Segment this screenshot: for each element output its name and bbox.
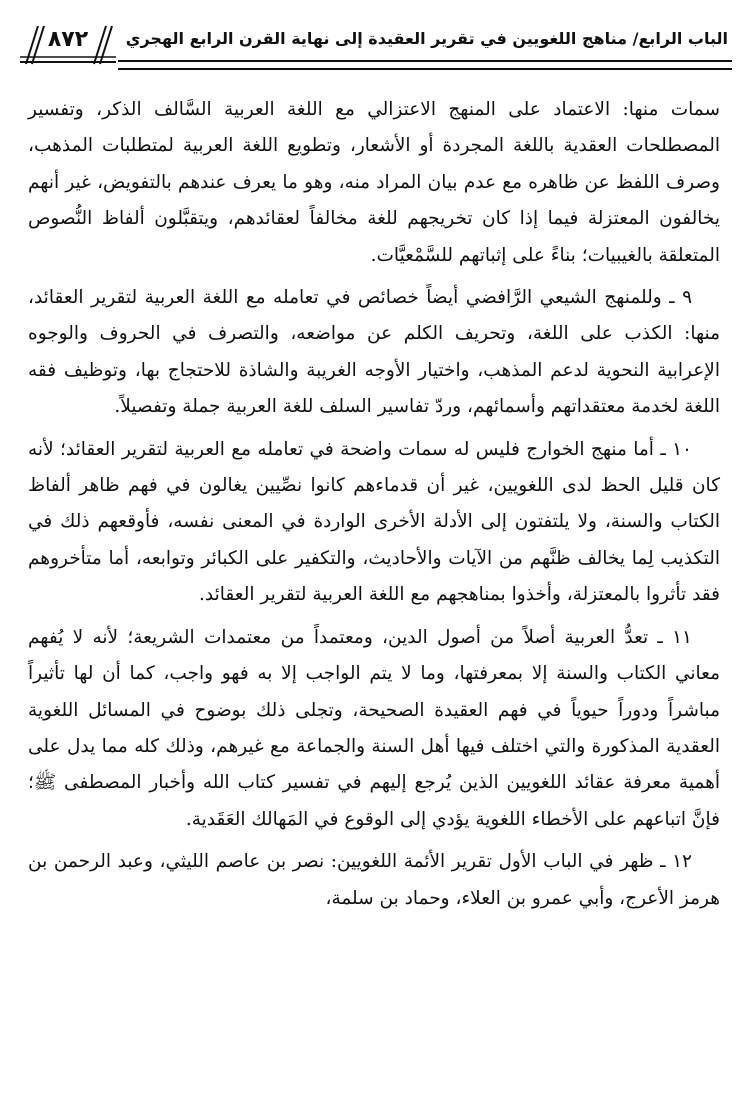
paragraph-item-11: ١١ ـ تعدُّ العربية أصلاً من أصول الدين، ومعتمداً من معتمدات الشريعة؛ لأنه لا يُفهم معاني الكتاب والسنة إلا بمعرفتها، وما لا يتم الواجب إلا به فهو واجب، كما أن لها تأثيراً مباشراً ودوراً حيوياً في فهم العقيدة الصحيحة، وتجلى ذلك بوضوح في المسائل اللغوية العقدية المذكورة والتي اختلف فيها أهل السنة والجماعة مع غيرهم، وذلك كله مما يدل على أهمية معرفة عقائد اللغويين الذين يُرجع إليهم في تفسير كتاب الله وأخبار المصطفى ﷺ؛ فإنَّ اتباعهم على الأخطاء اللغوية يؤدي إلى الوقوع في المَهالك العَقَدية. bbox=[28, 626, 720, 830]
page-header bbox=[18, 18, 732, 80]
paragraph-continuation: سمات منها: الاعتماد على المنهج الاعتزالي مع اللغة العربية السَّالف الذكر، وتفسير المصطلحات العقدية باللغة المجردة أو الأشعار، وتطويع اللغة العربية لمتطلبات المذهب، وصرف اللفظ عن ظاهره مع عدم بيان المراد منه، وهو ما يعرف عندهم بالتفويض، غير أنهم يخالفون المعتزلة فيما إذا كان تخريجهم للغة مخالفاً لعقائدهم، ويتقبَّلون ألفاظ النُّصوص المتعلقة بالغيبيات؛ بناءً على إثباتهم للسَّمْعيَّات. bbox=[28, 99, 720, 266]
header-rule bbox=[118, 60, 732, 70]
paragraph-item-12: ١٢ ـ ظهر في الباب الأول تقرير الأئمة اللغويين: نصر بن عاصم الليثي، وعبد الرحمن بن هرمز الأعرج، وأبي عمرو بن العلاء، وحماد بن سلمة، bbox=[28, 851, 720, 909]
page-body bbox=[28, 92, 720, 923]
running-header-title: الباب الرابع/ مناهج اللغويين في تقرير العقيدة إلى نهاية القرن الرابع الهجري bbox=[125, 29, 728, 48]
page-number: ٨٧٢ bbox=[47, 27, 89, 52]
paragraph-item-9: ٩ ـ وللمنهج الشيعي الرَّافضي أيضاً خصائص في تعامله مع اللغة العربية لتقرير العقائد، منها: الكذب على اللغة، وتحريف الكلم عن مواضعه، والتصرف في الحروف والوجوه الإعرابية النحوية لدعم المذهب، واختيار الأوجه الغريبة والشاذة للاحتجاج بها، وتوظيف فقه اللغة لخدمة معتقداتهم وأسمائهم، وردّ تفاسير السلف للغة العربية جملة وتفصيلاً. bbox=[28, 287, 720, 418]
paragraph-item-10: ١٠ ـ أما منهج الخوارج فليس له سمات واضحة في تعامله مع العربية لتقرير العقائد؛ لأنه كان قليل الحظ لدى اللغويين، غير أن قدماءهم كانوا نصِّيين يغالون في فهم ظاهر ألفاظ الكتاب والسنة، ولا يلتفتون إلى الأدلة الأخرى الواردة في المعنى نفسه، فأوقعهم ذلك في التكذيب لِما يخالف ظنَّهم من الآيات والأحاديث، والتكفير على الكبائر وتوابعه، أما متأخروهم فقد تأثروا بالمعتزلة، وأخذوا بمناهجهم مع اللغة العربية لتقرير العقائد. bbox=[28, 438, 720, 606]
